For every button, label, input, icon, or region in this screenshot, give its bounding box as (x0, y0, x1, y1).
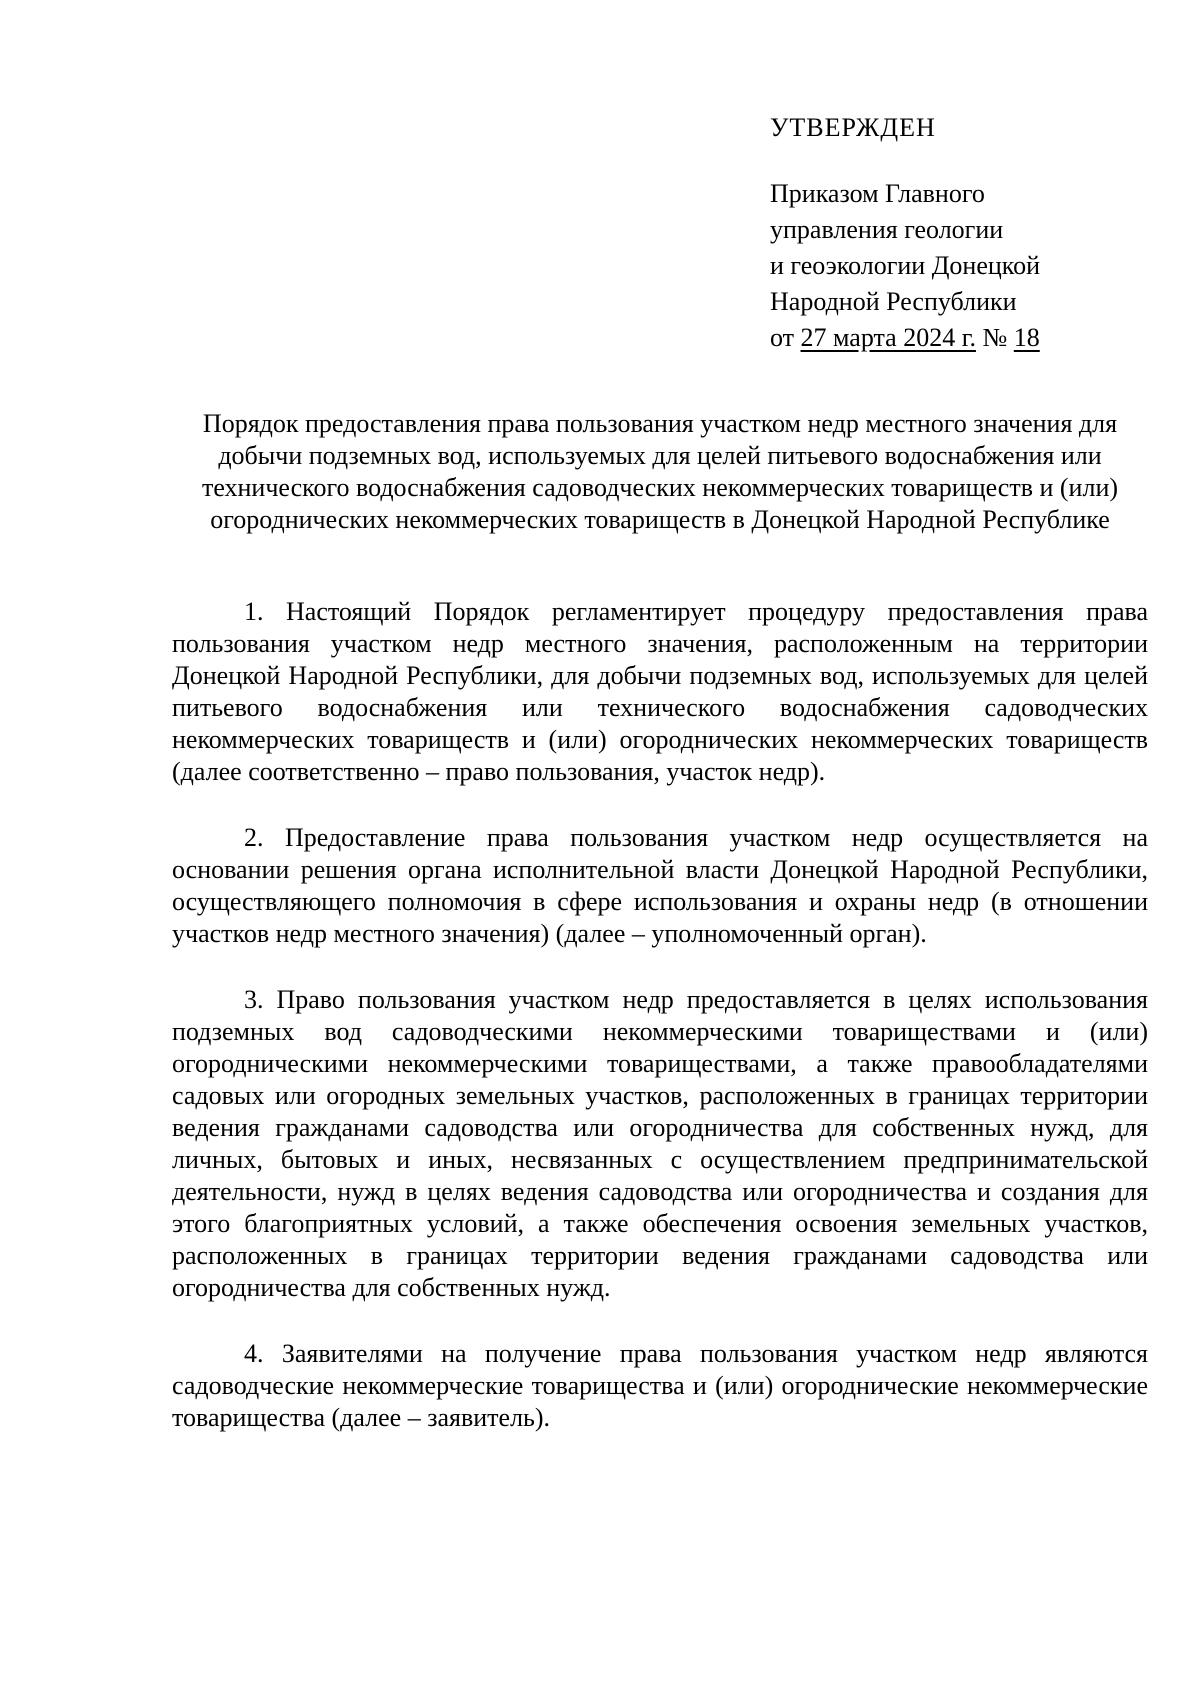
approval-title: УТВЕРЖДЕН (770, 113, 936, 142)
paragraph-2: 2. Предоставление права пользования участком недр осуществляется на основании решения органа исполнительной власти Донецкой Народной Республики, осуществляющего полномочия в сфере использования и охраны недр (в отношении участков недр местного значения) (далее – уполномоченный орган). (172, 823, 1148, 948)
paragraph-3: 3. Право пользования участком недр предоставляется в целях использования подземных вод садоводческими некоммерческими товариществами и (или) огородническими некоммерческими товариществами, а также правообладателями садовых или огородных земельных участков, расположенных в границах территории ведения гражданами садоводства или огородничества для собственных нужд, для личных, бытовых и иных, несвязанных с осуществлением предпринимательской деятельности, нужд в целях ведения садоводства или огородничества и создания для этого благоприятных условий, а также обеспечения освоения земельных участков, расположенных в границах территории ведения гражданами садоводства или огородничества для собственных нужд. (172, 985, 1148, 1302)
approval-date-prefix: от (770, 323, 801, 352)
approval-date-line (770, 320, 1150, 356)
approval-line-3: и геоэкологии Донецкой (770, 251, 1041, 280)
approval-line-2: управления геологии (770, 215, 1004, 244)
approval-number: 18 (1013, 323, 1040, 352)
approval-number-prefix: № (975, 323, 1014, 352)
approval-line-1: Приказом Главного (770, 179, 985, 208)
paragraph-1: 1. Настоящий Порядок регламентирует процедуру предоставления права пользования участком недр местного значения, расположенным на территории Донецкой Народной Республики, для добычи подземных вод, используемых для целей питьевого водоснабжения или технического водоснабжения садоводческих некоммерческих товариществ и (или) огороднических некоммерческих товариществ (далее соответственно – право пользования, участок недр). (172, 597, 1148, 786)
approval-block (770, 110, 1150, 356)
approval-date: 27 марта 2024 г. (800, 323, 976, 352)
document-title: Порядок предоставления права пользования участком недр местного значения для добычи подземных вод, используемых для целей питьевого водоснабжения или технического водоснабжения садоводческих некоммерческих товариществ и (или) огороднических некоммерческих товариществ в Донецкой Народной Республике (201, 409, 1119, 534)
approval-line-4: Народной Республики (770, 287, 1017, 316)
document-body (172, 596, 1148, 1468)
paragraph-4: 4. Заявителями на получение права пользования участком недр являются садоводческие некоммерческие товарищества и (или) огороднические некоммерческие товарищества (далее – заявитель). (172, 1339, 1148, 1432)
